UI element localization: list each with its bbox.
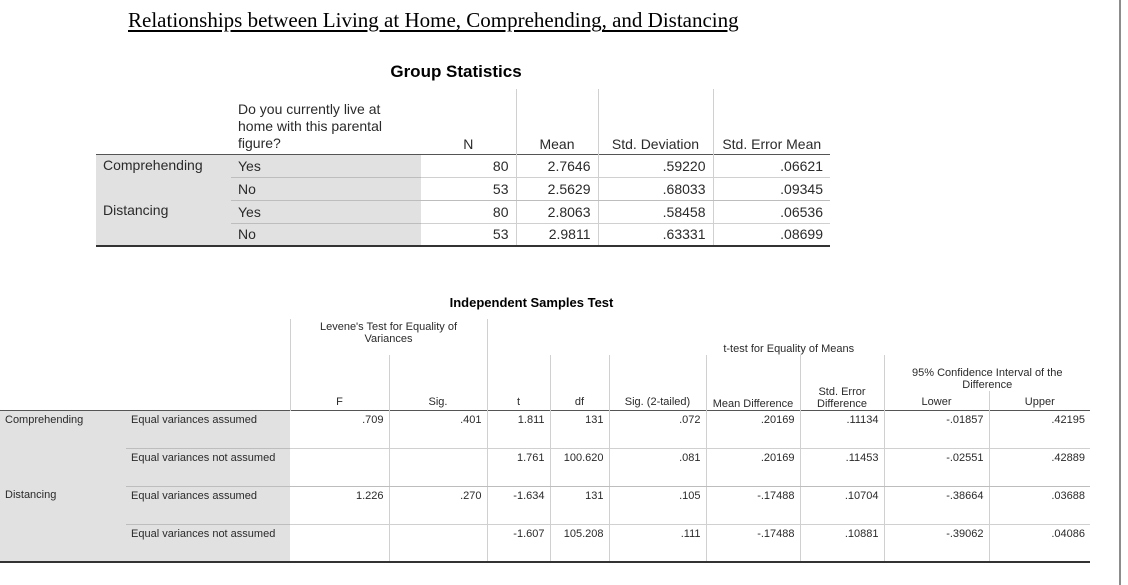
gs-variable-label: Distancing <box>96 200 231 246</box>
ist-lower-value: -.01857 <box>884 410 989 448</box>
ist-header-blank <box>290 355 389 391</box>
gs-header-question: Do you currently live at home with this parental figure? <box>238 100 382 151</box>
gs-header-n: N <box>463 135 474 152</box>
ist-std-error-difference-value: .10704 <box>800 486 884 524</box>
ist-df-value: 131 <box>550 486 609 524</box>
document-title: Relationships between Living at Home, Comprehending, and Distancing <box>128 8 739 32</box>
gs-std-error-mean-value: .08699 <box>713 223 830 246</box>
ist-variable-label: Comprehending <box>0 410 126 486</box>
ist-df-value: 105.208 <box>550 524 609 562</box>
group-statistics-title: Group Statistics <box>390 62 522 81</box>
ist-sig-value: .270 <box>389 486 487 524</box>
gs-group-label: Yes <box>231 154 421 177</box>
gs-std-error-mean-value: .06621 <box>713 154 830 177</box>
table-row <box>0 486 1090 524</box>
gs-mean-value: 2.8063 <box>516 200 598 223</box>
ist-f-value: 1.226 <box>290 486 389 524</box>
gs-std-deviation-value: .59220 <box>598 154 713 177</box>
gs-group-label: No <box>231 177 421 200</box>
ist-assumption-label: Equal variances not assumed <box>126 524 290 562</box>
ist-header-mean-difference: Mean Difference <box>706 355 800 410</box>
table-row <box>0 448 1090 486</box>
ist-header-blank <box>0 355 126 391</box>
ist-upper-value: .03688 <box>989 486 1090 524</box>
independent-samples-test-table <box>0 319 1090 563</box>
ist-header-blank <box>389 355 487 391</box>
ist-header-ci: 95% Confidence Interval of the Difference <box>884 355 1090 391</box>
gs-std-deviation-value: .63331 <box>598 223 713 246</box>
ist-header-sig-2tailed: Sig. (2-tailed) <box>609 391 706 410</box>
gs-group-label: Yes <box>231 200 421 223</box>
ist-sig-value: .401 <box>389 410 487 448</box>
ist-upper-value: .42195 <box>989 410 1090 448</box>
gs-std-error-mean-value: .09345 <box>713 177 830 200</box>
ist-mean-difference-value: -.17488 <box>706 486 800 524</box>
ist-assumption-label: Equal variances assumed <box>126 410 290 448</box>
ist-lower-value: -.02551 <box>884 448 989 486</box>
ist-t-value: 1.761 <box>487 448 550 486</box>
independent-samples-test-title: Independent Samples Test <box>449 295 614 310</box>
ist-header-sig: Sig. <box>389 391 487 410</box>
ist-t-value: -1.634 <box>487 486 550 524</box>
table-row <box>0 410 1090 448</box>
ist-sig-2tailed-value: .081 <box>609 448 706 486</box>
page-edge-rule <box>1119 0 1121 585</box>
gs-n-value: 80 <box>421 200 516 223</box>
ist-std-error-difference-value: .11453 <box>800 448 884 486</box>
ist-header-ttest: t-test for Equality of Means <box>487 319 1090 355</box>
table-row <box>96 200 830 223</box>
gs-mean-value: 2.5629 <box>516 177 598 200</box>
ist-header-f: F <box>290 391 389 410</box>
ist-sig-value <box>389 448 487 486</box>
gs-header-std-deviation: Std. Deviation <box>598 89 713 154</box>
ist-std-error-difference-value: .11134 <box>800 410 884 448</box>
ist-f-value <box>290 524 389 562</box>
ist-mean-difference-value: .20169 <box>706 410 800 448</box>
ist-sig-value <box>389 524 487 562</box>
ist-header-t: t <box>487 391 550 410</box>
ist-lower-value: -.39062 <box>884 524 989 562</box>
ist-header-upper: Upper <box>989 391 1090 410</box>
ist-mean-difference-value: .20169 <box>706 448 800 486</box>
group-statistics-table <box>96 89 830 247</box>
ist-assumption-label: Equal variances not assumed <box>126 448 290 486</box>
ist-sig-2tailed-value: .105 <box>609 486 706 524</box>
ist-assumption-label: Equal variances assumed <box>126 486 290 524</box>
ist-header-levene: Levene's Test for Equality of Variances <box>290 319 487 355</box>
gs-header-blank <box>96 89 231 154</box>
ist-header-lower: Lower <box>884 391 989 410</box>
ist-upper-value: .42889 <box>989 448 1090 486</box>
ist-df-value: 100.620 <box>550 448 609 486</box>
gs-n-value: 53 <box>421 223 516 246</box>
ist-upper-value: .04086 <box>989 524 1090 562</box>
ist-header-blank <box>550 355 609 391</box>
table-row <box>96 154 830 177</box>
ist-header-blank <box>126 319 290 355</box>
gs-mean-value: 2.9811 <box>516 223 598 246</box>
ist-std-error-difference-value: .10881 <box>800 524 884 562</box>
gs-variable-label: Comprehending <box>96 154 231 200</box>
gs-header-std-error-mean: Std. Error Mean <box>713 89 830 154</box>
ist-t-value: -1.607 <box>487 524 550 562</box>
ist-header-blank <box>0 319 126 355</box>
gs-n-value: 80 <box>421 154 516 177</box>
gs-header-mean: Mean <box>516 89 598 154</box>
ist-f-value <box>290 448 389 486</box>
gs-std-deviation-value: .58458 <box>598 200 713 223</box>
ist-f-value: .709 <box>290 410 389 448</box>
ist-df-value: 131 <box>550 410 609 448</box>
ist-mean-difference-value: -.17488 <box>706 524 800 562</box>
gs-mean-value: 2.7646 <box>516 154 598 177</box>
ist-header-df: df <box>550 391 609 410</box>
gs-group-label: No <box>231 223 421 246</box>
gs-std-error-mean-value: .06536 <box>713 200 830 223</box>
ist-sig-2tailed-value: .111 <box>609 524 706 562</box>
ist-header-blank <box>126 391 290 410</box>
ist-header-blank <box>487 355 550 391</box>
ist-variable-label: Distancing <box>0 486 126 562</box>
ist-header-blank <box>126 355 290 391</box>
table-row <box>0 524 1090 562</box>
ist-sig-2tailed-value: .072 <box>609 410 706 448</box>
ist-header-std-error-difference: Std. Error Difference <box>800 355 884 410</box>
gs-n-value: 53 <box>421 177 516 200</box>
ist-lower-value: -.38664 <box>884 486 989 524</box>
ist-t-value: 1.811 <box>487 410 550 448</box>
gs-std-deviation-value: .68033 <box>598 177 713 200</box>
ist-header-blank <box>0 391 126 410</box>
ist-header-blank <box>609 355 706 391</box>
